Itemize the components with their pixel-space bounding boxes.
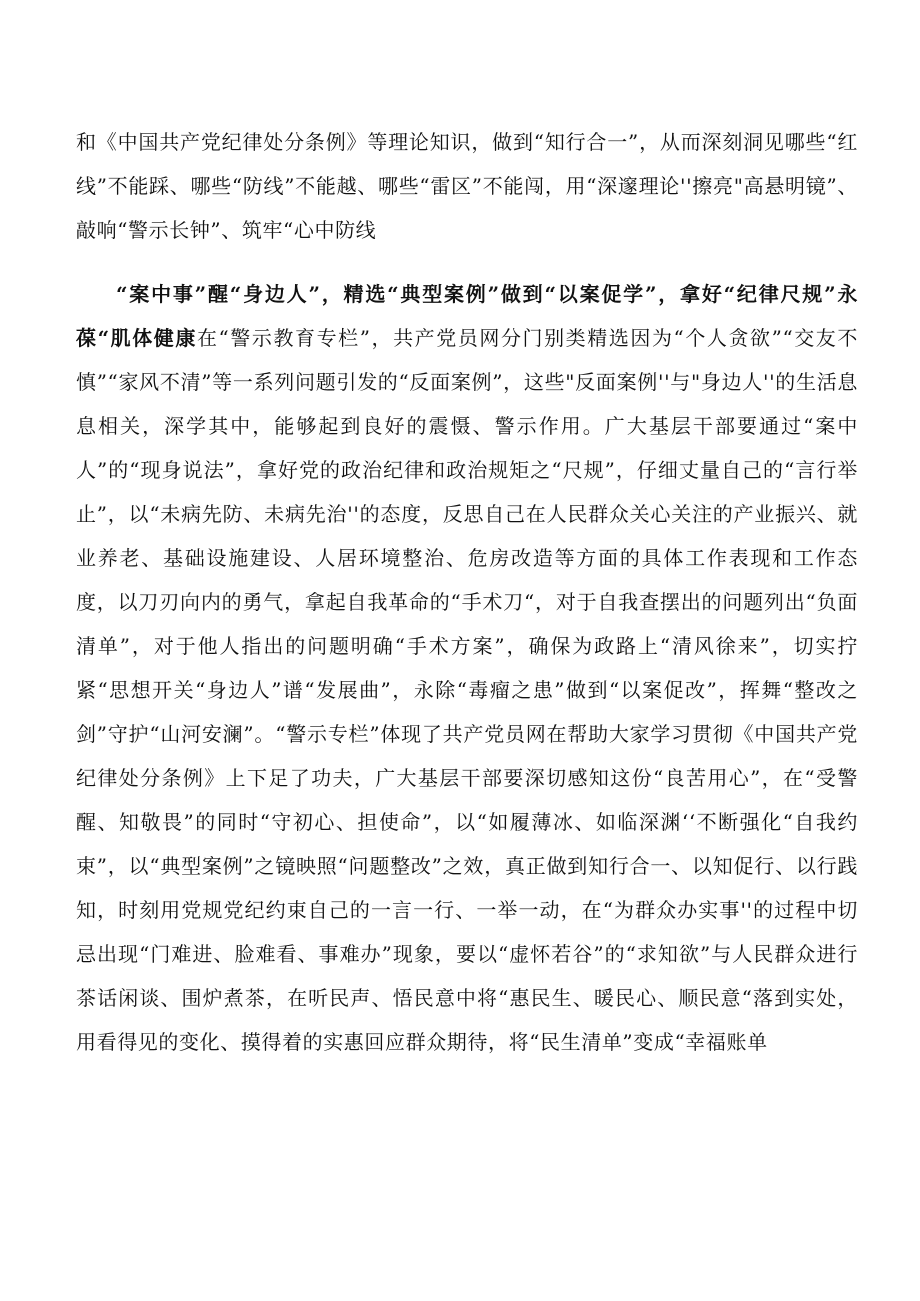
paragraph-lead-heading: “案中事”醒“身边人”，精选“典型案例”做到“以案促学”，拿好“纪律尺规”永葆“肌体健康 xyxy=(76,282,858,350)
paragraph-body-text: 在“警示教育专栏”，共产党员网分门别类精选因为“个人贪欲”“交友不慎”“家风不清”等一系列问题引发的“反面案例”，这些"反面案例''与"身边人''的生活息息相关，深学其中，能够起到良好的震慑、警示作用。广大基层干部要通过“案中人”的“现身说法”，拿好党的政治纪律和政治规矩之“尺规”，仔细丈量自己的“言行举止”，以“未病先防、未病先治''的态度，反思自己在人民群众关心关注的产业振兴、就业养老、基础设施建设、人居环境整治、危房改造等方面的具体工作表现和工作态度，以刀刃向内的勇气，拿起自我革命的“手术刀“，对于自我查摆出的问题列出“负面清单”，对于他人指出的问题明确“手术方案”，确保为政路上“清风徐来”，切实拧紧“思想开关“身边人”谱“发展曲”，永除“毒瘤之患”做到“以案促改”，挥舞“整改之剑”守护“山河安澜”。“警示专栏”体现了共产党员网在帮助大家学习贯彻《中国共产党纪律处分条例》上下足了功夫，广大基层干部要深切感知这份“良苦用心”，在“受警醒、知敬畏”的同时“守初心、担使命”，以“如履薄冰、如临深渊‘‘不断强化“自我约束”，以“典型案例”之镜映照“问题整改”之效，真正做到知行合一、以知促行、以行践知，时刻用党规党纪约束自己的一言一行、一举一动，在“为群众办实事''的过程中切忌出现“门难进、脸难看、事难办”现象，要以“虚怀若谷”的“求知欲”与人民群众进行茶话闲谈、围炉煮茶，在听民声、悟民意中将“惠民生、暖民心、顺民意“落到实处，用看得见的变化、摸得着的实惠回应群众期待，将“民生清单”变成“幸福账单 xyxy=(76,326,858,1054)
document-page xyxy=(76,120,858,1064)
body-paragraph: 和《中国共产党纪律处分条例》等理论知识，做到“知行合一”，从而深刻洞见哪些“红线”不能踩、哪些“防线”不能越、哪些“雷区”不能闯，用“深邃理论''擦亮"高悬明镜”、敲响“警示长钟”、筑牢“心中防线 xyxy=(76,130,858,242)
body-paragraph-with-lead xyxy=(76,272,858,1064)
